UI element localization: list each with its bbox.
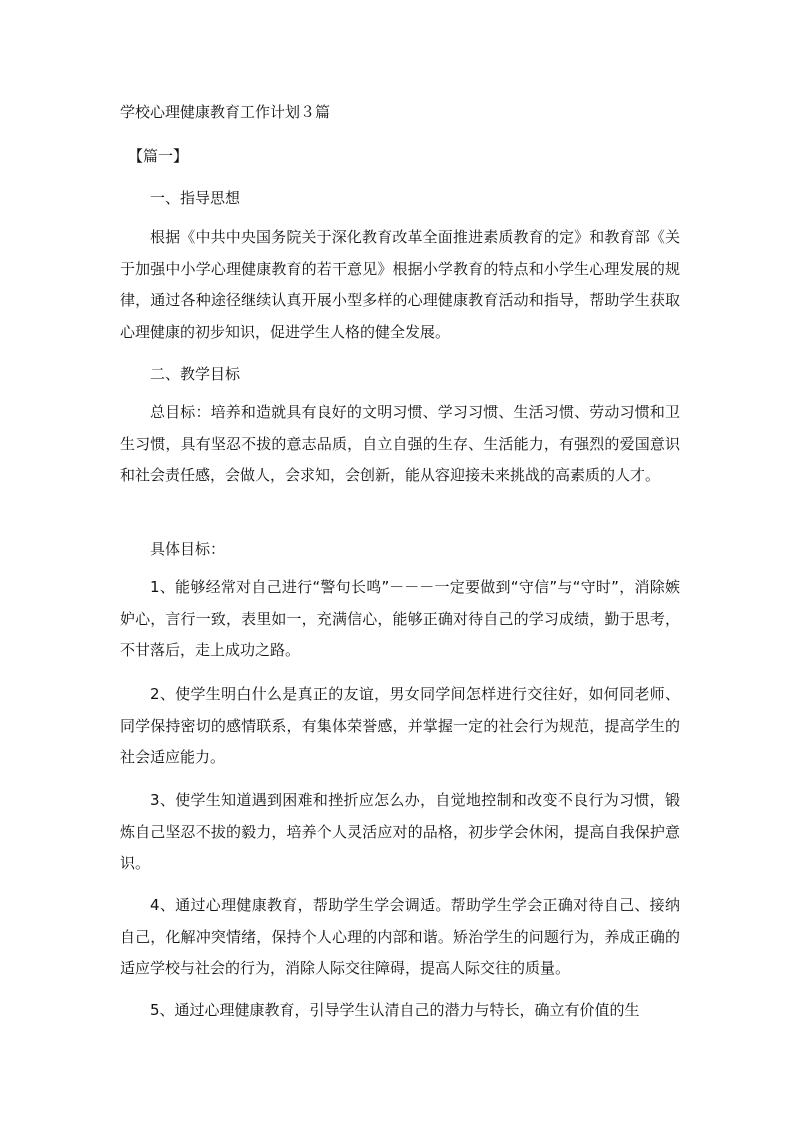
list-item-goal-1: 1、能够经常对自己进行“警句长鸣”－－－一定要做到“守信”与“守时”，消除嫉妒心，言行一致，表里如一，充满信心，能够正确对待自己的学习成绩，勤于思考，不甘落后，走上成功之路。 bbox=[120, 578, 680, 659]
heading-teaching-goals: 二、教学目标 bbox=[150, 365, 241, 383]
paragraph-guiding-thought: 根据《中共中央国务院关于深化教育改革全面推进素质教育的定》和教育部《关于加强中小学心理健康教育的若干意见》根据小学教育的特点和小学生心理发展的规律，通过各种途径继续认真开展小型多样的心理健康教育活动和指导，帮助学生获取心理健康的初步知识，促进学生人格的健全发展。 bbox=[120, 228, 680, 341]
section-label: 【篇一】 bbox=[128, 147, 189, 165]
list-item-goal-5: 5、通过心理健康教育，引导学生认清自己的潜力与特长，确立有价值的生 bbox=[150, 1001, 640, 1019]
paragraph-overall-goal: 总目标：培养和造就具有良好的文明习惯、学习习惯、生活习惯、劳动习惯和卫生习惯，具有坚忍不拔的意志品质，自立自强的生存、生活能力，有强烈的爱国意识和社会责任感，会做人，会求知，会创新，能从容迎接未来挑战的高素质的人才。 bbox=[120, 403, 680, 484]
document-title: 学校心理健康教育工作计划３篇 bbox=[120, 103, 331, 121]
heading-guiding-thought: 一、指导思想 bbox=[150, 189, 241, 207]
list-item-goal-3: 3、使学生知道遇到困难和挫折应怎么办，自觉地控制和改变不良行为习惯，锻炼自己坚忍不拔的毅力，培养个人灵活应对的品格，初步学会休闲，提高自我保护意识。 bbox=[120, 791, 680, 872]
heading-specific-goals: 具体目标： bbox=[150, 540, 226, 558]
list-item-goal-2: 2、使学生明白什么是真正的友谊，男女同学间怎样进行交往好，如何同老师、同学保持密切的感情联系，有集体荣誉感，并掌握一定的社会行为规范，提高学生的社会适应能力。 bbox=[120, 685, 680, 766]
list-item-goal-4: 4、通过心理健康教育，帮助学生学会调适。帮助学生学会正确对待自己、接纳自己，化解冲突情绪，保持个人心理的内部和谐。矫治学生的问题行为，养成正确的适应学校与社会的行为，消除人际交往障碍，提高人际交往的质量。 bbox=[120, 896, 680, 977]
